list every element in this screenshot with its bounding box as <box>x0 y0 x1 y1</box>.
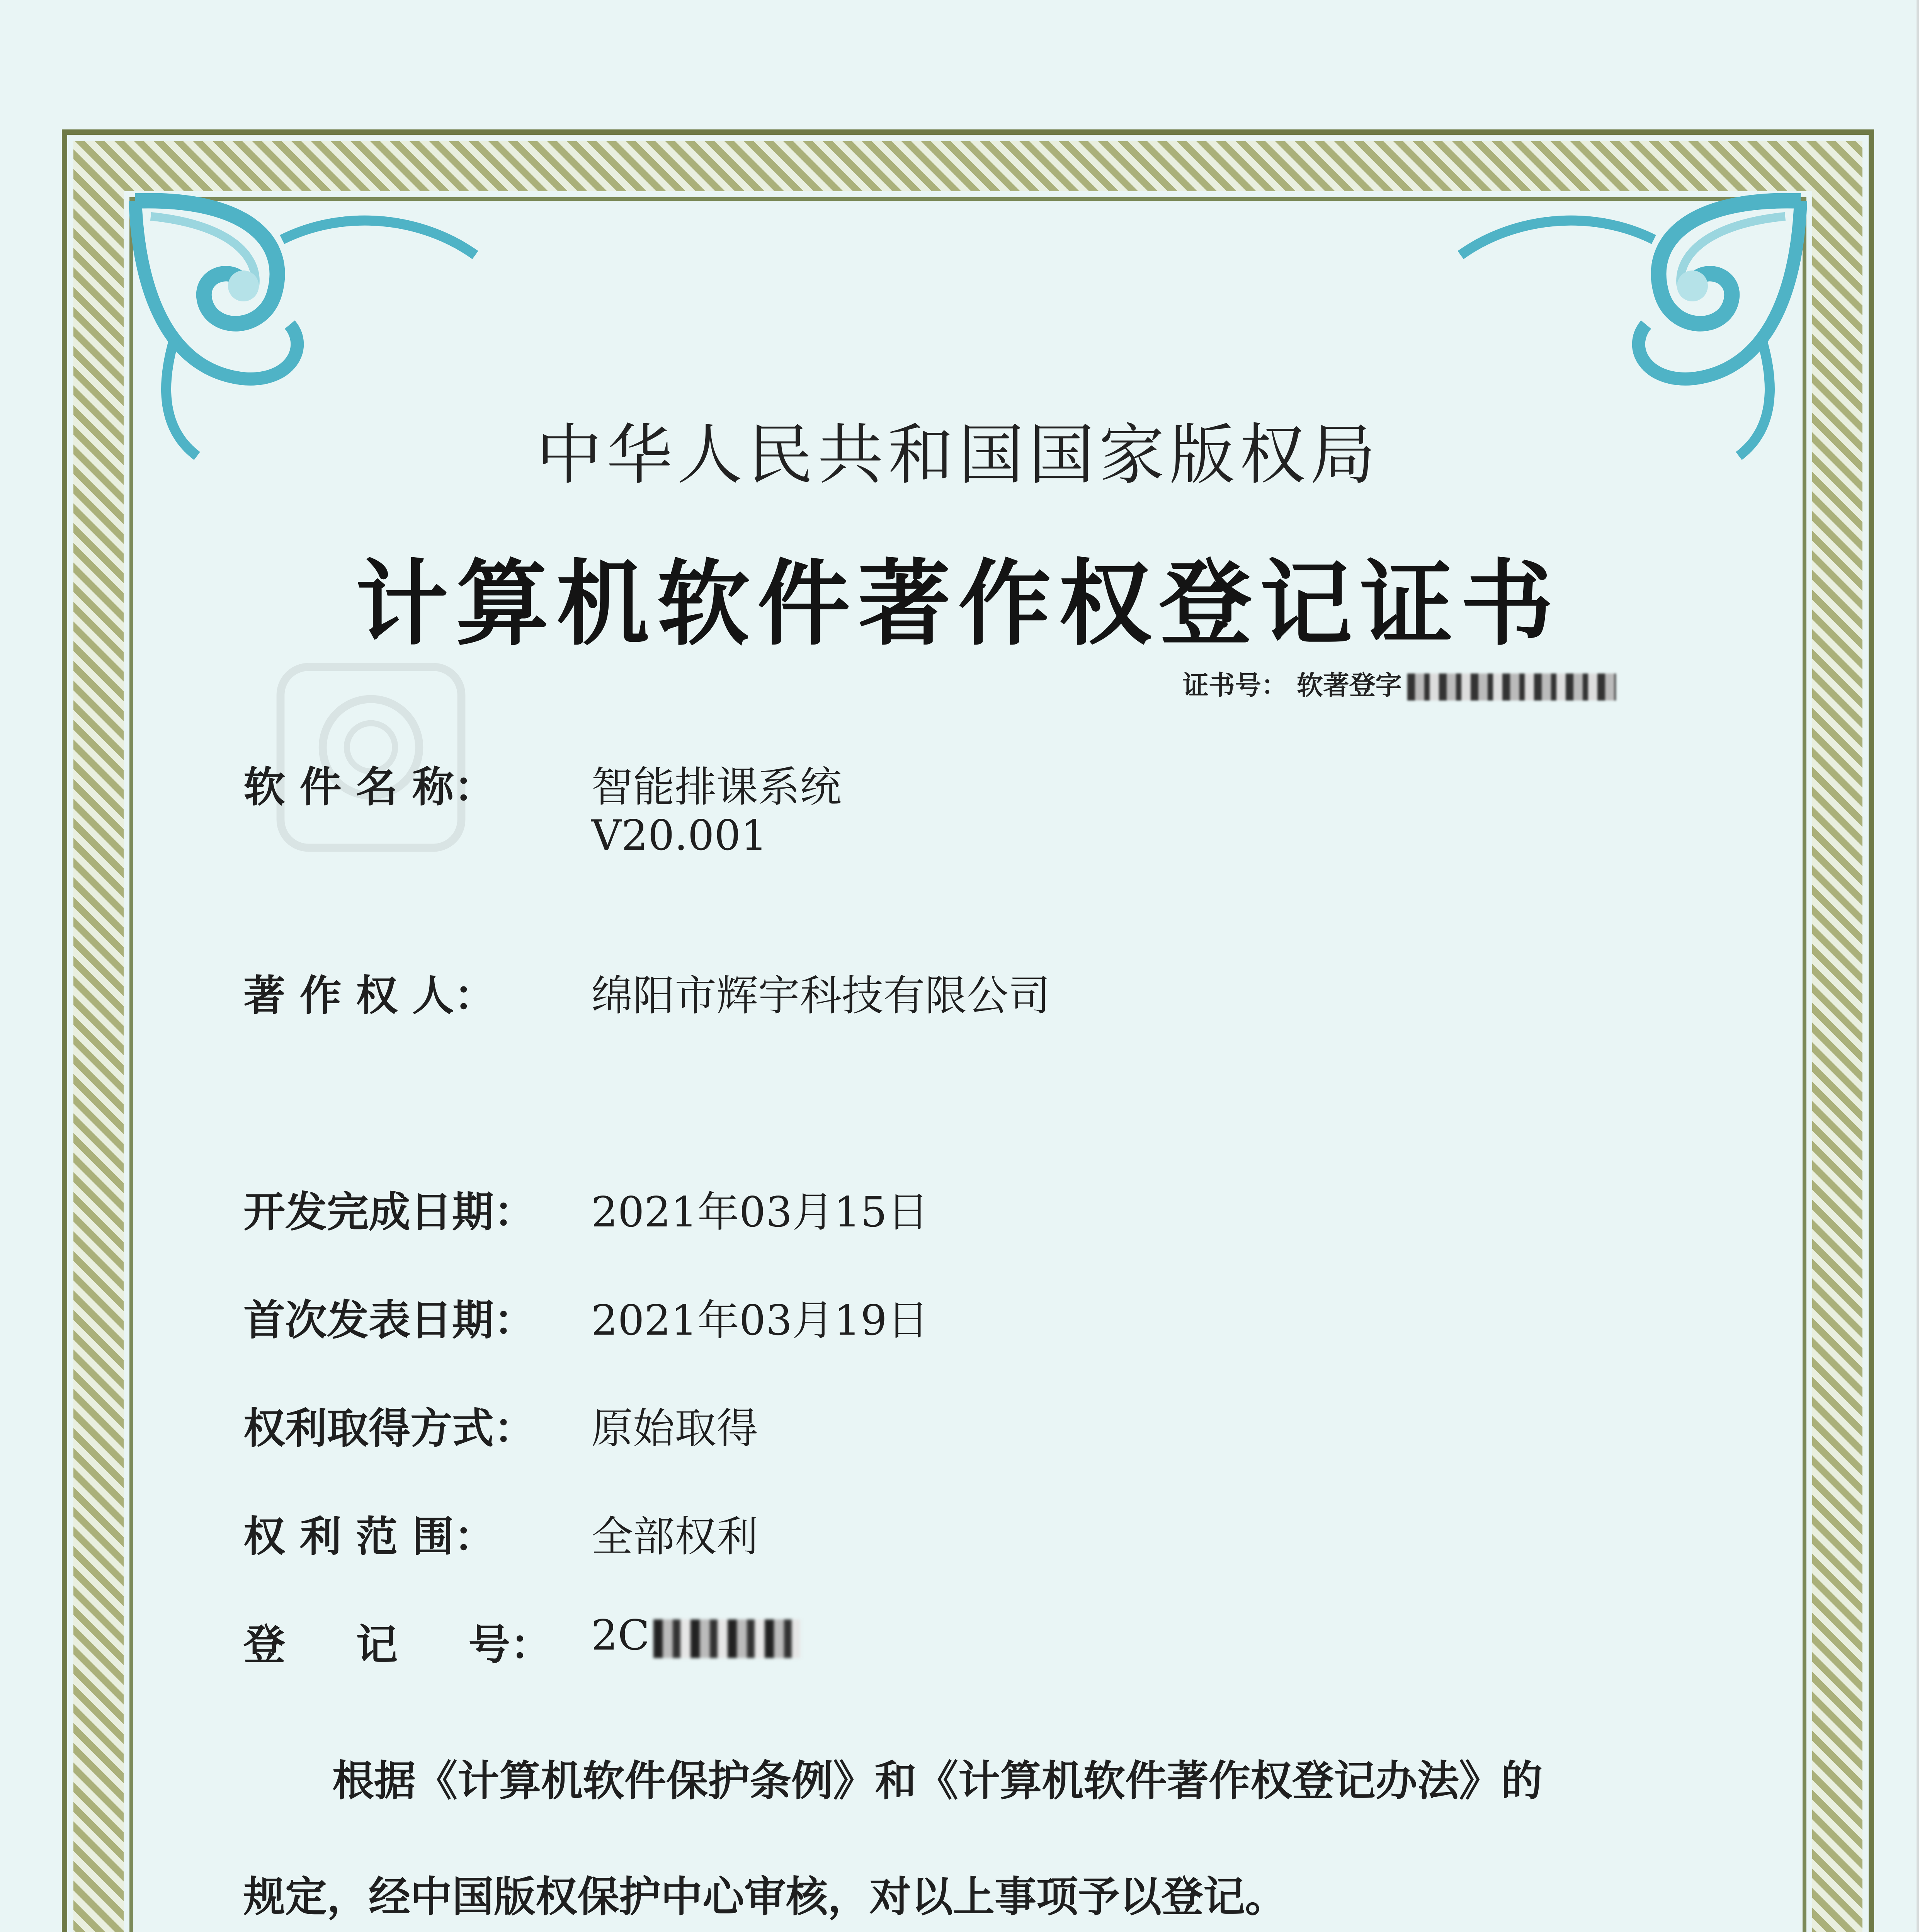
field-label: 登 记 号： <box>243 1621 552 1669</box>
field-label: 著 作 权 人： <box>243 972 496 1020</box>
field-label: 首次发表日期： <box>243 1296 536 1345</box>
field-label: 权利取得方式： <box>243 1405 536 1453</box>
field-value-version: V20.001 <box>591 811 767 860</box>
field-value: 2021年03月19日 <box>591 1296 929 1345</box>
certificate-title: 计算机软件著作权登记证书 <box>355 549 1561 658</box>
field-value: 原始取得 <box>591 1405 759 1453</box>
field-value: 全部权利 <box>591 1513 759 1561</box>
field-value: 2021年03月15日 <box>591 1188 929 1236</box>
field-value: 智能排课系统 <box>591 763 842 811</box>
statement-line-1: 根据《计算机软件保护条例》和《计算机软件著作权登记办法》的 <box>332 1757 1543 1805</box>
certificate-number-label: 证书号： <box>1182 670 1288 701</box>
issuer-title: 中华人民共和国国家版权局 <box>536 417 1380 493</box>
redacted-registration-number <box>653 1619 800 1658</box>
field-value <box>591 1611 800 1660</box>
certificate-number-value: 软著登字 <box>1296 670 1402 701</box>
field-value: 绵阳市辉宇科技有限公司 <box>591 972 1051 1020</box>
registration-number-visible: 2C <box>591 1611 650 1660</box>
field-label: 权 利 范 围： <box>243 1513 496 1561</box>
certificate-number <box>1182 665 1616 702</box>
field-label: 开发完成日期： <box>243 1188 536 1236</box>
field-label: 软 件 名 称： <box>243 763 496 811</box>
redacted-certificate-number <box>1407 673 1616 701</box>
statement-line-2: 规定，经中国版权保护中心审核，对以上事项予以登记。 <box>243 1873 1287 1921</box>
